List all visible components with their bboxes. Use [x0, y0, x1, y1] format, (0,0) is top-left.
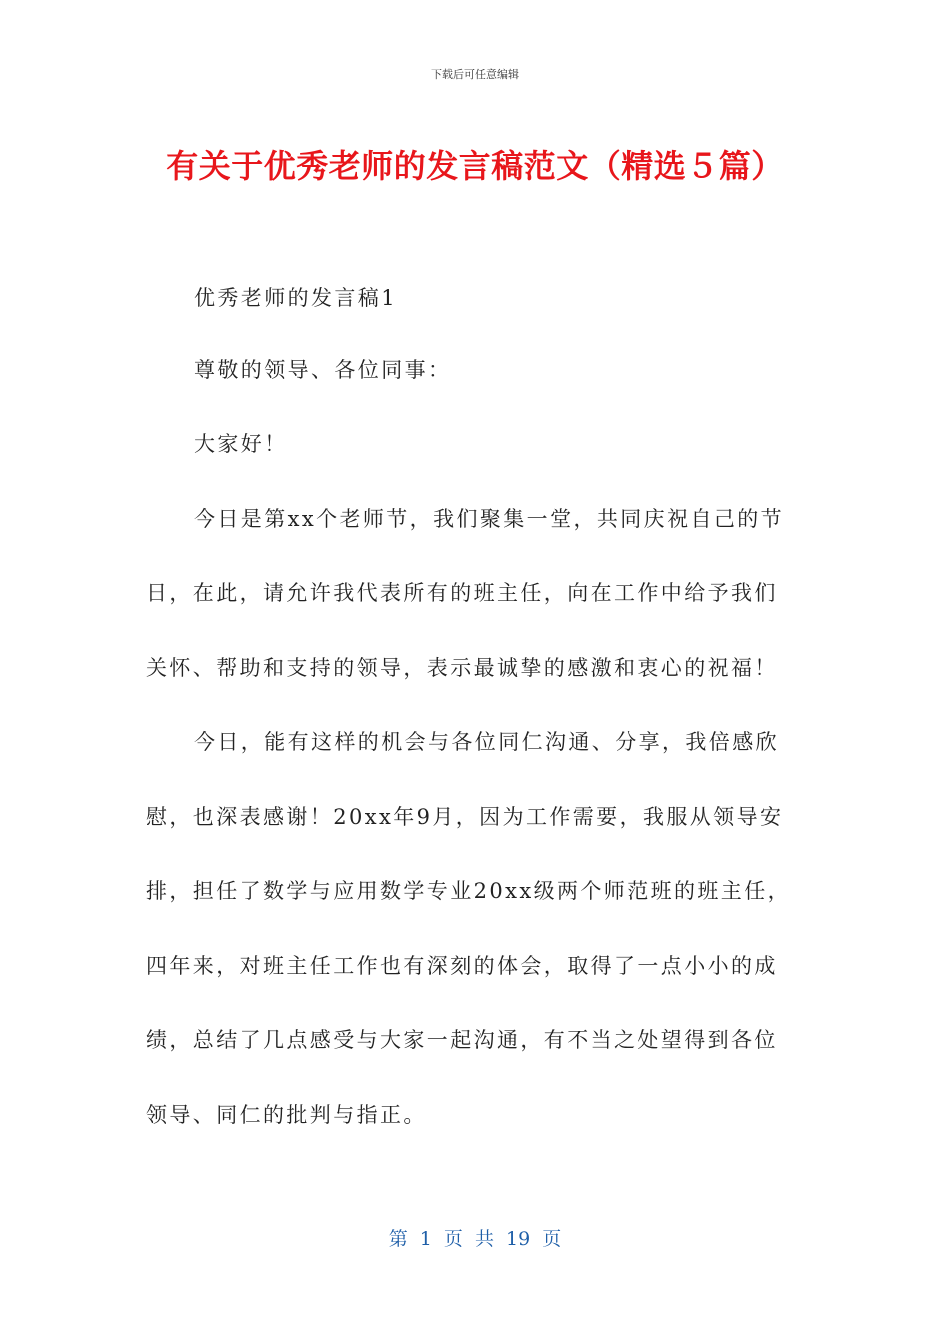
salutation-line: 尊敬的领导、各位同事： [194, 358, 452, 382]
header-note: 下载后可任意编辑 [431, 68, 519, 81]
document-title: 有关于优秀老师的发言稿范文（精选５篇） [166, 147, 784, 185]
page-indicator: 第 1 页 共 19 页 [388, 1228, 562, 1250]
greeting-line: 大家好！ [194, 432, 288, 456]
paragraph-line: 排，担任了数学与应用数学专业20xx级两个师范班的班主任， [146, 879, 792, 903]
paragraph-line: 绩，总结了几点感受与大家一起沟通，有不当之处望得到各位 [146, 1028, 778, 1052]
paragraph-line: 今日是第xx个老师节，我们聚集一堂，共同庆祝自己的节 [194, 507, 785, 531]
paragraph-line: 领导、同仁的批判与指正。 [146, 1103, 427, 1127]
paragraph-line: 今日，能有这样的机会与各位同仁沟通、分享，我倍感欣 [194, 730, 779, 754]
paragraph-line: 关怀、帮助和支持的领导，表示最诚挚的感激和衷心的祝福！ [146, 656, 778, 680]
section-heading: 优秀老师的发言稿1 [194, 286, 397, 310]
paragraph-line: 日，在此，请允许我代表所有的班主任，向在工作中给予我们 [146, 581, 778, 605]
paragraph-line: 慰，也深表感谢！20xx年9月，因为工作需要，我服从领导安 [146, 805, 784, 829]
paragraph-line: 四年来，对班主任工作也有深刻的体会，取得了一点小小的成 [146, 954, 778, 978]
